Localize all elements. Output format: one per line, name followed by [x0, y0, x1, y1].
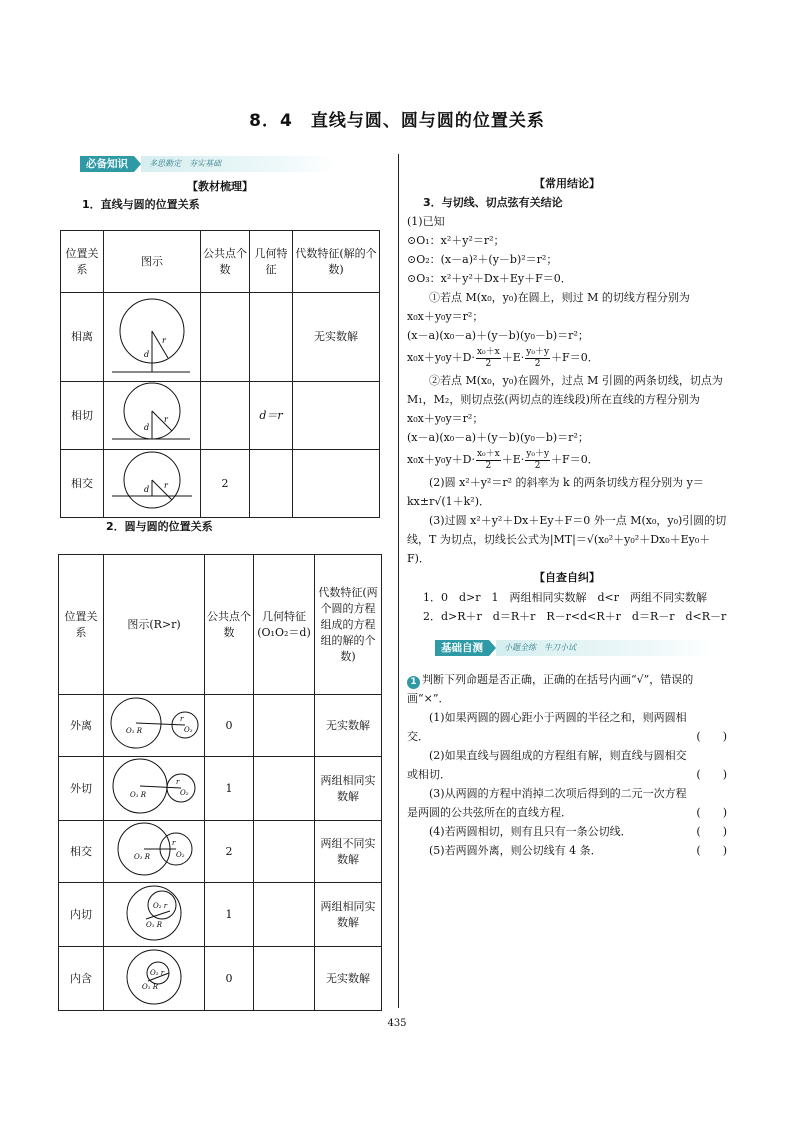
- svg-text:O₂: O₂: [176, 851, 185, 859]
- svg-text:d: d: [144, 485, 150, 494]
- table-row: [59, 947, 382, 1011]
- common-count: [201, 382, 250, 450]
- common-count: [201, 293, 250, 382]
- eq-part: x₀x＋y₀y＋D·: [407, 351, 475, 364]
- diagram-internal-tangent: [104, 883, 205, 947]
- section-3-title: 3．与切线、切点弦有关结论: [423, 196, 563, 209]
- tangent-length-text: (3)过圆 x²＋y²＋Dx＋Ey＋F＝0 外一点 M(x₀，y₀)引圆的切线，T 为切点，切线长公式为|MT|＝√(x₀²＋y₀²＋Dx₀＋Ey₀＋F)．: [407, 514, 727, 565]
- common-count: 1: [205, 757, 254, 821]
- page-number: 435: [387, 1018, 407, 1029]
- svg-text:r: r: [172, 839, 176, 847]
- row-label: 内含: [59, 947, 104, 1011]
- table-row: [61, 450, 380, 518]
- fraction-denominator: 2: [485, 358, 492, 369]
- eq-part: x₀x＋y₀y＋D·: [407, 453, 475, 466]
- question-item: [407, 708, 727, 746]
- banner-tag: 基础自测: [435, 640, 489, 656]
- known-label: (1)已知: [407, 215, 445, 228]
- row-label: 外离: [59, 695, 104, 757]
- svg-text:O₁ R: O₁ R: [146, 921, 163, 929]
- banner-arrow: [489, 640, 496, 656]
- tangent-eq-3: [407, 345, 727, 371]
- header-diagram: 图示(R>r): [104, 555, 205, 695]
- geometric-feature: [254, 757, 315, 821]
- fraction-denominator: 2: [534, 358, 541, 369]
- common-count: 2: [205, 821, 254, 883]
- question-number-badge: 1: [407, 676, 420, 689]
- question-stem: [407, 670, 727, 708]
- fraction-x: [476, 347, 501, 370]
- column-divider: [398, 154, 399, 1008]
- common-count: 0: [205, 695, 254, 757]
- fraction-denominator: 2: [485, 460, 492, 471]
- question-item: [407, 841, 727, 860]
- algebraic-feature: 无实数解: [315, 947, 382, 1011]
- fraction-numerator: x₀＋x: [476, 448, 500, 459]
- svg-text:O₁ R: O₁ R: [130, 791, 147, 799]
- fraction-x: [476, 449, 501, 472]
- banner-subtitle: 多思勤定 夯实基础: [141, 156, 336, 172]
- svg-text:O₁ R: O₁ R: [134, 853, 151, 861]
- fraction-numerator: x₀＋x: [476, 346, 500, 357]
- common-count: 2: [201, 450, 250, 518]
- row-label: 相切: [61, 382, 104, 450]
- diagram-separate: [104, 293, 201, 382]
- geometric-feature: [250, 450, 293, 518]
- answer-blank[interactable]: ( ): [696, 768, 727, 781]
- diagram-external-separate: [104, 695, 205, 757]
- banner-basic-test: [435, 640, 715, 656]
- eq-part: ＋E·: [501, 351, 525, 364]
- algebraic-feature: [293, 382, 380, 450]
- question-item: [407, 822, 727, 841]
- question-item: [407, 784, 727, 822]
- diagram-intersect: [104, 450, 201, 518]
- textbook-header: 【教材梳理】: [187, 180, 253, 193]
- svg-text:O₁ R: O₁ R: [142, 983, 159, 991]
- self-check-header: 【自查自纠】: [534, 571, 600, 584]
- table-row: [59, 757, 382, 821]
- geometric-feature: d＝r: [250, 382, 293, 450]
- section-2-title: 2．圆与圆的位置关系: [106, 520, 213, 533]
- row-label: 相交: [61, 450, 104, 518]
- header-diagram: 图示: [104, 231, 201, 293]
- header-common-points: 公共点个数: [201, 231, 250, 293]
- circle-o2: ⊙O₂：(x－a)²＋(y－b)²＝r²；: [407, 253, 558, 266]
- algebraic-feature: 两组不同实数解: [315, 821, 382, 883]
- header-algebraic: 代数特征(解的个数): [293, 231, 380, 293]
- diagram-tangent: [104, 382, 201, 450]
- algebraic-feature: [293, 450, 380, 518]
- algebraic-feature: 无实数解: [293, 293, 380, 382]
- tangent-eq-2: (x－a)(x₀－a)＋(y－b)(y₀－b)＝r²；: [407, 329, 589, 342]
- page-title: 8．4 直线与圆、圆与圆的位置关系: [249, 111, 545, 131]
- item-text: (2)如果直线与圆组成的方程组有解，则直线与圆相交或相切．: [407, 749, 687, 781]
- chord-eq-1: x₀x＋y₀y＝r²；: [407, 412, 484, 425]
- fraction-denominator: 2: [534, 460, 541, 471]
- header-geometric: 几何特征(O₁O₂＝d): [254, 555, 315, 695]
- answer-blank[interactable]: ( ): [696, 806, 727, 819]
- header-position: 位置关系: [59, 555, 104, 695]
- banner-tag: 必备知识: [80, 156, 134, 172]
- eq-part: ＋E·: [501, 453, 525, 466]
- svg-text:O₂: O₂: [184, 726, 193, 734]
- common-count: 1: [205, 883, 254, 947]
- chord-eq-2: (x－a)(x₀－a)＋(y－b)(y₀－b)＝r²；: [407, 431, 589, 444]
- section-1-title: 1．直线与圆的位置关系: [82, 198, 200, 211]
- row-label: 内切: [59, 883, 104, 947]
- point-on-circle-text: ①若点 M(x₀，y₀)在圆上，则过 M 的切线方程分别为: [429, 291, 690, 304]
- item-text: (5)若两圆外离，则公切线有 4 条．: [429, 844, 602, 857]
- svg-text:O₂: O₂: [180, 789, 189, 797]
- geometric-feature: [250, 293, 293, 382]
- table-row: [59, 821, 382, 883]
- row-label: 相交: [59, 821, 104, 883]
- svg-text:r: r: [180, 715, 184, 723]
- item-text: (4)若两圆相切，则有且只有一条公切线．: [429, 825, 632, 838]
- table-row: [61, 382, 380, 450]
- table-row: [61, 293, 380, 382]
- svg-text:O₂ r: O₂ r: [150, 969, 165, 977]
- banner-subtitle: 小题全练 牛刀小试: [496, 640, 715, 656]
- answer-blank[interactable]: ( ): [696, 730, 727, 743]
- header-algebraic: 代数特征(两个圆的方程组成的方程组的解的个数): [315, 555, 382, 695]
- answer-2: 2．d>R＋r d＝R＋r R－r<d<R＋r d＝R－r d<R－r: [423, 610, 727, 623]
- answer-blank[interactable]: ( ): [696, 825, 727, 838]
- svg-text:O₁ R: O₁ R: [126, 727, 143, 735]
- tangent-eq-1: x₀x＋y₀y＝r²；: [407, 310, 484, 323]
- circle-circle-table: [58, 554, 382, 1011]
- table-row: [59, 695, 382, 757]
- eq-part: ＋F＝0．: [551, 453, 599, 466]
- question-item: [407, 746, 727, 784]
- question-text: 判断下列命题是否正确，正确的在括号内画“√”，错误的画“×”．: [407, 673, 694, 705]
- diagram-contained: [104, 947, 205, 1011]
- eq-part: ＋F＝0．: [551, 351, 599, 364]
- circle-o3: ⊙O₃：x²＋y²＋Dx＋Ey＋F＝0．: [407, 272, 572, 285]
- circle-o1: ⊙O₁：x²＋y²＝r²；: [407, 234, 505, 247]
- banner-arrow: [134, 156, 141, 172]
- common-conclusions-header: 【常用结论】: [534, 177, 600, 190]
- svg-text:r: r: [164, 481, 168, 490]
- right-column: [407, 175, 727, 860]
- common-count: 0: [205, 947, 254, 1011]
- item-text: (3)从两圆的方程中消掉二次项后得到的二元一次方程是两圆的公共弦所在的直线方程．: [407, 787, 687, 819]
- fraction-y: [525, 449, 550, 472]
- svg-text:O₂ r: O₂ r: [153, 902, 168, 910]
- slope-tangent-text: (2)圆 x²＋y²＝r² 的斜率为 k 的两条切线方程分别为 y＝kx±r√(1＋k²)．: [407, 476, 704, 508]
- point-outside-text: ②若点 M(x₀，y₀)在圆外，过点 M 引圆的两条切线，切点为 M₁，M₂，则切点弦(两切点的连线段)所在直线的方程分别为: [407, 374, 723, 406]
- item-text: (1)如果两圆的圆心距小于两圆的半径之和，则两圆相交．: [407, 711, 687, 743]
- geometric-feature: [254, 947, 315, 1011]
- geometric-feature: [254, 695, 315, 757]
- svg-text:r: r: [164, 415, 168, 424]
- svg-text:r: r: [162, 335, 166, 345]
- algebraic-feature: 两组相同实数解: [315, 757, 382, 821]
- diagram-external-tangent: [104, 757, 205, 821]
- header-geometric: 几何特征: [250, 231, 293, 293]
- row-label: 外切: [59, 757, 104, 821]
- fraction-y: [525, 347, 550, 370]
- algebraic-feature: 两组相同实数解: [315, 883, 382, 947]
- table-row: [59, 883, 382, 947]
- geometric-feature: [254, 821, 315, 883]
- svg-text:d: d: [144, 349, 150, 359]
- line-circle-table: [60, 230, 380, 518]
- svg-text:d: d: [144, 423, 150, 432]
- answer-1: 1．0 d>r 1 两组相同实数解 d<r 两组不同实数解: [423, 591, 708, 604]
- fraction-numerator: y₀＋y: [526, 346, 550, 357]
- header-position: 位置关系: [61, 231, 104, 293]
- svg-text:r: r: [176, 778, 180, 786]
- banner-required-knowledge: [80, 156, 336, 172]
- row-label: 相离: [61, 293, 104, 382]
- header-common-points: 公共点个数: [205, 555, 254, 695]
- diagram-intersecting-circles: [104, 821, 205, 883]
- fraction-numerator: y₀＋y: [526, 448, 550, 459]
- answer-blank[interactable]: ( ): [696, 844, 727, 857]
- algebraic-feature: 无实数解: [315, 695, 382, 757]
- chord-eq-3: [407, 447, 727, 473]
- geometric-feature: [254, 883, 315, 947]
